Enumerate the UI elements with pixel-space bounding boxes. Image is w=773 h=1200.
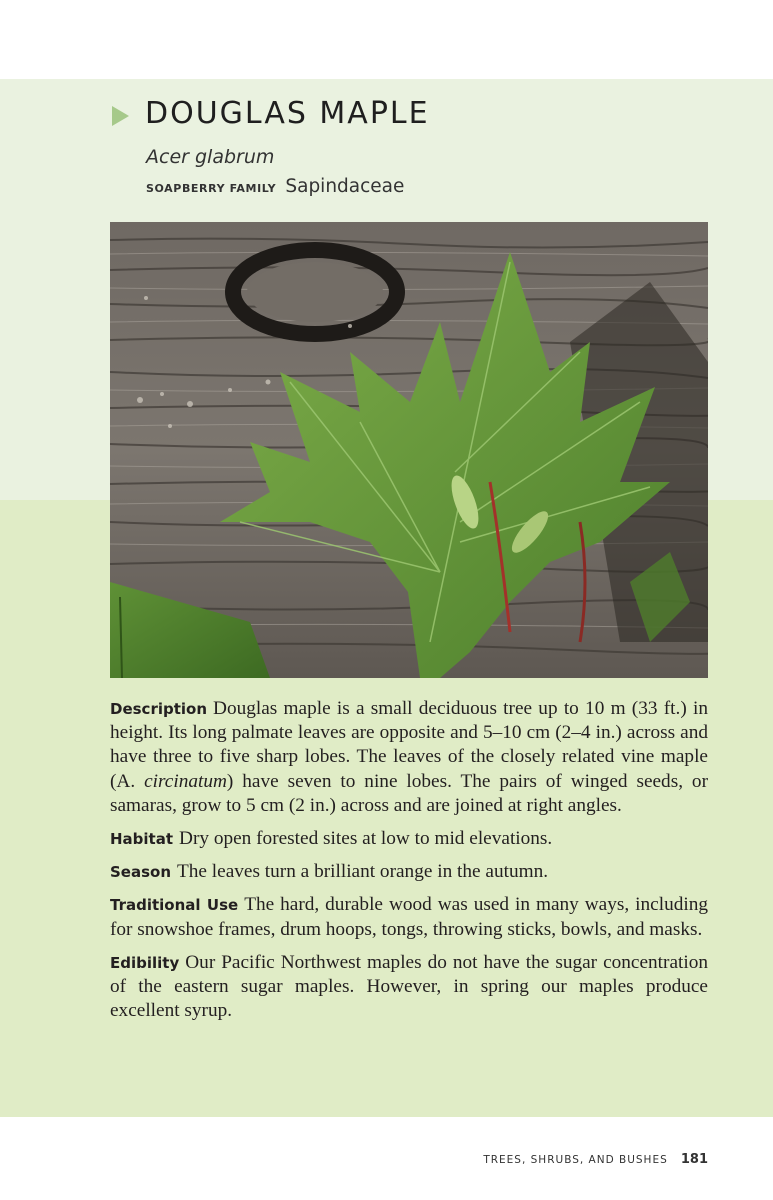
description-text-2: ) have seven to nine lobes. The pairs of winged seeds, or samaras, grow to 5 cm (2 in.) across and are joined at right angles. bbox=[110, 770, 708, 816]
family-label: SOAPBERRY FAMILY bbox=[146, 182, 277, 195]
family-name: Sapindaceae bbox=[285, 176, 405, 197]
habitat-text: Dry open forested sites at low to mid elevations. bbox=[179, 828, 553, 850]
species-family bbox=[146, 176, 404, 197]
maple-leaf-photo bbox=[110, 222, 708, 678]
description-term: Description bbox=[110, 700, 208, 718]
description-text-1: Douglas maple is a small deciduous tree up to 10 m (33 ft.) in height. Its long palmate leaves are opposite and 5–10 cm (2–4 in.) across and have three to five sharp lobes. The leaves of the closely related vine maple (A. bbox=[110, 698, 708, 792]
page-number: 181 bbox=[680, 1152, 708, 1167]
species-entry-text bbox=[110, 697, 708, 1032]
season-text: The leaves turn a brilliant orange in the autumn. bbox=[177, 861, 549, 883]
traditional-use-text: The hard, durable wood was used in many ways, including for snowshoe frames, drum hoops, tongs, throwing sticks, bowls, and masks. bbox=[110, 894, 708, 940]
species-latin-name: Acer glabrum bbox=[146, 146, 275, 168]
habitat-term: Habitat bbox=[110, 830, 174, 849]
traditional-use-paragraph bbox=[110, 893, 708, 941]
species-common-name: DOUGLAS MAPLE bbox=[145, 96, 430, 131]
habitat-paragraph bbox=[110, 827, 708, 851]
traditional-use-term: Traditional Use bbox=[110, 896, 239, 915]
season-term: Season bbox=[110, 863, 172, 882]
description-paragraph bbox=[110, 697, 708, 818]
season-paragraph bbox=[110, 860, 708, 884]
description-italic: circinatum bbox=[144, 770, 227, 792]
running-section-title: TREES, SHRUBS, AND BUSHES bbox=[483, 1154, 668, 1166]
edibility-text: Our Pacific Northwest maples do not have the sugar concentration of the eastern sugar maples. However, in spring our maples produce excellent syrup. bbox=[110, 951, 708, 1022]
page-footer bbox=[483, 1148, 708, 1167]
edibility-term: Edibility bbox=[110, 953, 180, 972]
triangle-marker-icon bbox=[112, 106, 129, 126]
edibility-paragraph bbox=[110, 951, 708, 1024]
